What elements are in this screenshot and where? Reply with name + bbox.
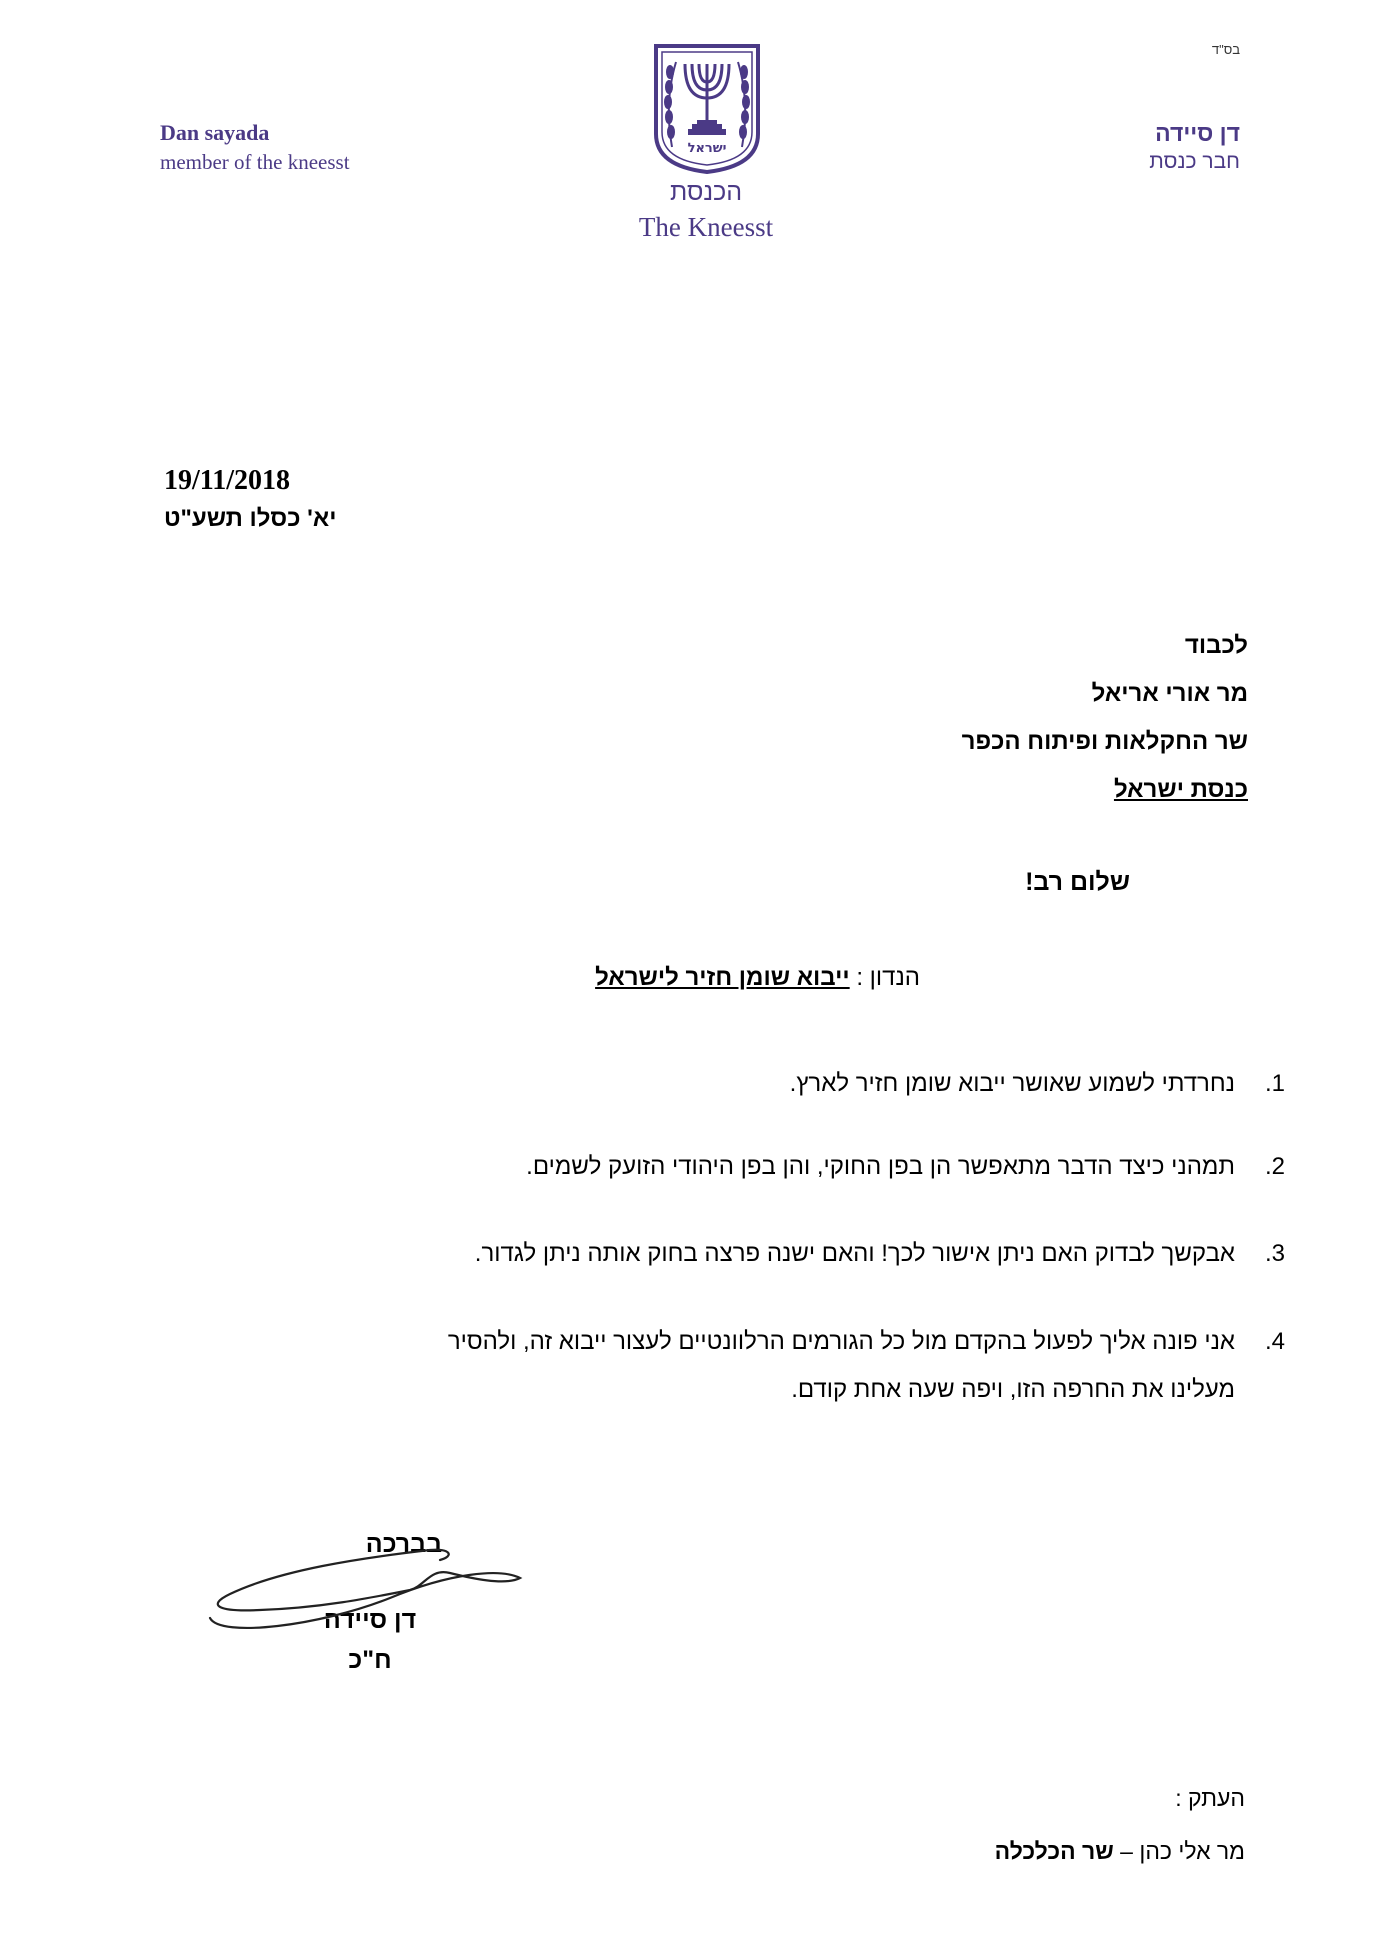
cc-recipient bbox=[995, 1838, 1245, 1865]
closing: בברכה bbox=[365, 1530, 443, 1558]
cc-label: העתק : bbox=[1175, 1785, 1245, 1811]
subject-label: הנדון : bbox=[856, 964, 920, 991]
sender-name-en: Dan sayada bbox=[160, 120, 270, 145]
subject-text: ייבוא שומן חזיר לישראל bbox=[595, 964, 850, 991]
addressee-name: מר אורי אריאל bbox=[1091, 680, 1248, 707]
item-number: 3. bbox=[1264, 1240, 1285, 1267]
item-number: 4. bbox=[1264, 1328, 1285, 1355]
item-text: נחרדתי לשמוע שאושר ייבוא שומן חזיר לארץ. bbox=[789, 1070, 1235, 1097]
signer-name: דן סיידה bbox=[323, 1606, 417, 1634]
item-text-line-1: אני פונה אליך לפעול בהקדם מול כל הגורמים הרלוונטיים לעצור ייבוא זה, ולהסיר bbox=[447, 1328, 1235, 1355]
svg-text:ישראל: ישראל bbox=[687, 141, 727, 156]
cc-person: מר אלי כהן – bbox=[1120, 1838, 1245, 1864]
addressee-title: שר החקלאות ופיתוח הכפר bbox=[961, 728, 1248, 755]
handwritten-signature bbox=[200, 1528, 530, 1638]
date-hebrew: יא' כסלו תשע"ט bbox=[164, 505, 337, 532]
signer-title: ח"כ bbox=[348, 1646, 392, 1674]
date-gregorian: 19/11/2018 bbox=[164, 465, 291, 496]
item-number: 1. bbox=[1264, 1070, 1285, 1097]
knesset-title-en: The Kneesst bbox=[638, 212, 774, 242]
item-text: אבקשך לבדוק האם ניתן אישור לכך! והאם ישנה פרצה בחוק אותה ניתן לגדור. bbox=[474, 1240, 1235, 1267]
greeting: שלום רב! bbox=[1025, 868, 1130, 896]
list-item bbox=[235, 1070, 1285, 1098]
sender-name-he: דן סיידה bbox=[1155, 120, 1240, 146]
list-item bbox=[235, 1318, 1285, 1414]
addressee-salutation: לכבוד bbox=[1184, 632, 1248, 659]
list-item bbox=[235, 1153, 1285, 1181]
sender-role-he: חבר כנסת bbox=[1149, 150, 1240, 173]
item-number: 2. bbox=[1264, 1153, 1285, 1180]
item-text-line-2: מעלינו את החרפה הזו, ויפה שעה אחת קודם. bbox=[791, 1376, 1235, 1403]
addressee-org: כנסת ישראל bbox=[1113, 776, 1248, 803]
list-item bbox=[235, 1240, 1285, 1268]
item-text: תמהני כיצד הדבר מתאפשר הן בפן החוקי, והן בפן היהודי הזועק לשמים. bbox=[526, 1153, 1235, 1180]
knesset-title-he: הכנסת bbox=[669, 178, 743, 206]
subject-line bbox=[595, 964, 920, 992]
sender-role-en: member of the kneesst bbox=[160, 150, 350, 174]
bsd-mark: בס"ד bbox=[1211, 42, 1240, 57]
knesset-emblem-icon bbox=[652, 42, 762, 176]
cc-role: שר הכלכלה bbox=[994, 1838, 1114, 1864]
